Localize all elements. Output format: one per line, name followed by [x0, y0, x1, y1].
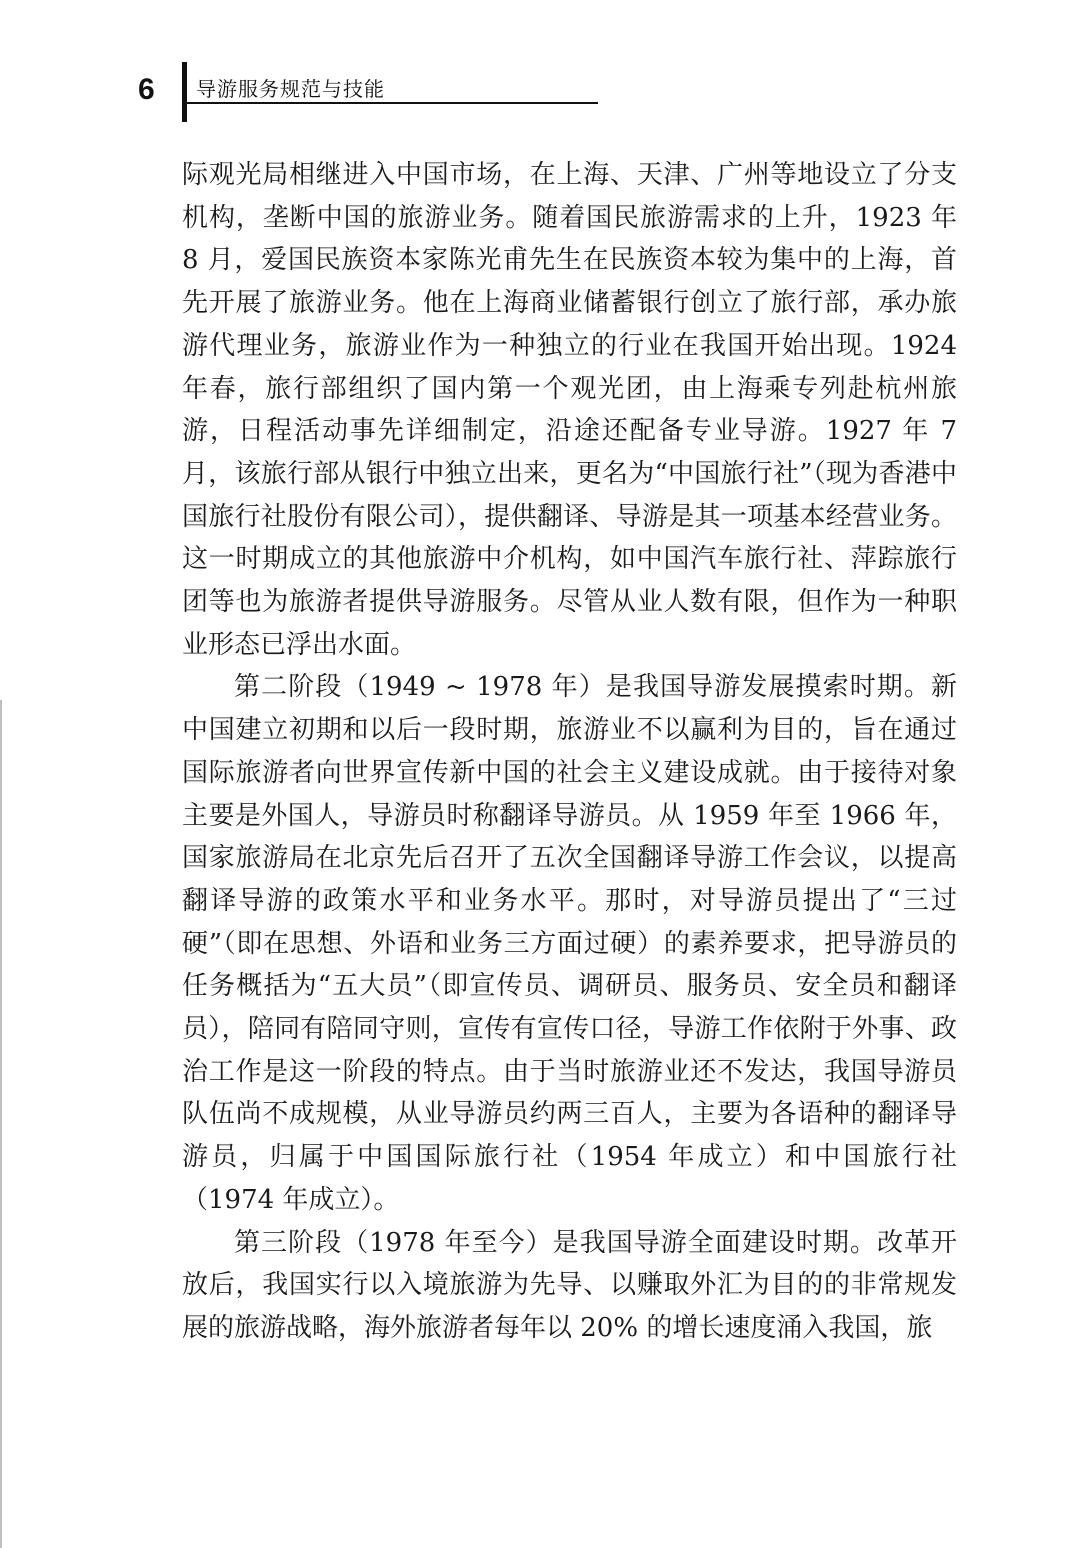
paragraph-1: 际观光局相继进入中国市场，在上海、天津、广州等地设立了分支机构，垄断中国的旅游业务。随着国民旅游需求的上升，1923 年 8 月，爱国民族资本家陈光甫先生在民族资本较为集中的上海，首先开展了旅游业务。他在上海商业储蓄银行创立了旅行部，承办旅游代理业务，旅游业作为一种独立的行业在我国开始出现。1924 年春，旅行部组织了国内第一个观光团，由上海乘专列赴杭州旅游，日程活动事先详细制定，沿途还配备专业导游。1927 年 7 月，该旅行部从银行中独立出来，更名为“中国旅行社”（现为香港中国旅行社股份有限公司），提供翻译、导游是其一项基本经营业务。这一时期成立的其他旅游中介机构，如中国汽车旅行社、萍踪旅行团等也为旅游者提供导游服务。尽管从业人数有限，但作为一种职业形态已浮出水面。: [182, 160, 957, 660]
paragraph-3: 第三阶段（1978 年至今）是我国导游全面建设时期。改革开放后，我国实行以入境旅游为先导、以赚取外汇为目的的非常规发展的旅游战略，海外旅游者每年以 20% 的增长速度涌入我国，旅: [182, 1227, 957, 1343]
paragraph-2: 第二阶段（1949 ~ 1978 年）是我国导游发展摸索时期。新中国建立初期和以后一段时期，旅游业不以赢利为目的，旨在通过国际旅游者向世界宣传新中国的社会主义建设成就。由于接待对象主要是外国人，导游员时称翻译导游员。从 1959 年至 1966 年，国家旅游局在北京先后召开了五次全国翻译导游工作会议，以提高翻译导游的政策水平和业务水平。那时，对导游员提出了“三过硬”（即在思想、外语和业务三方面过硬）的素养要求，把导游员的任务概括为“五大员”（即宣传员、调研员、服务员、安全员和翻译员），陪同有陪同守则，宣传有宣传口径，导游工作依附于外事、政治工作是这一阶段的特点。由于当时旅游业还不发达，我国导游员队伍尚不成规模，从业导游员约两三百人，主要为各语种的翻译导游员，归属于中国国际旅行社（1954 年成立）和中国旅行社（1974 年成立）。: [182, 672, 957, 1215]
page-header: [138, 62, 598, 122]
page-number: 6: [138, 73, 155, 106]
running-title: 导游服务规范与技能: [196, 77, 385, 101]
scan-edge-line: [0, 700, 2, 1548]
body-text: [182, 154, 957, 1350]
header-vertical-bar: [182, 62, 187, 122]
header-rule: [182, 102, 598, 104]
